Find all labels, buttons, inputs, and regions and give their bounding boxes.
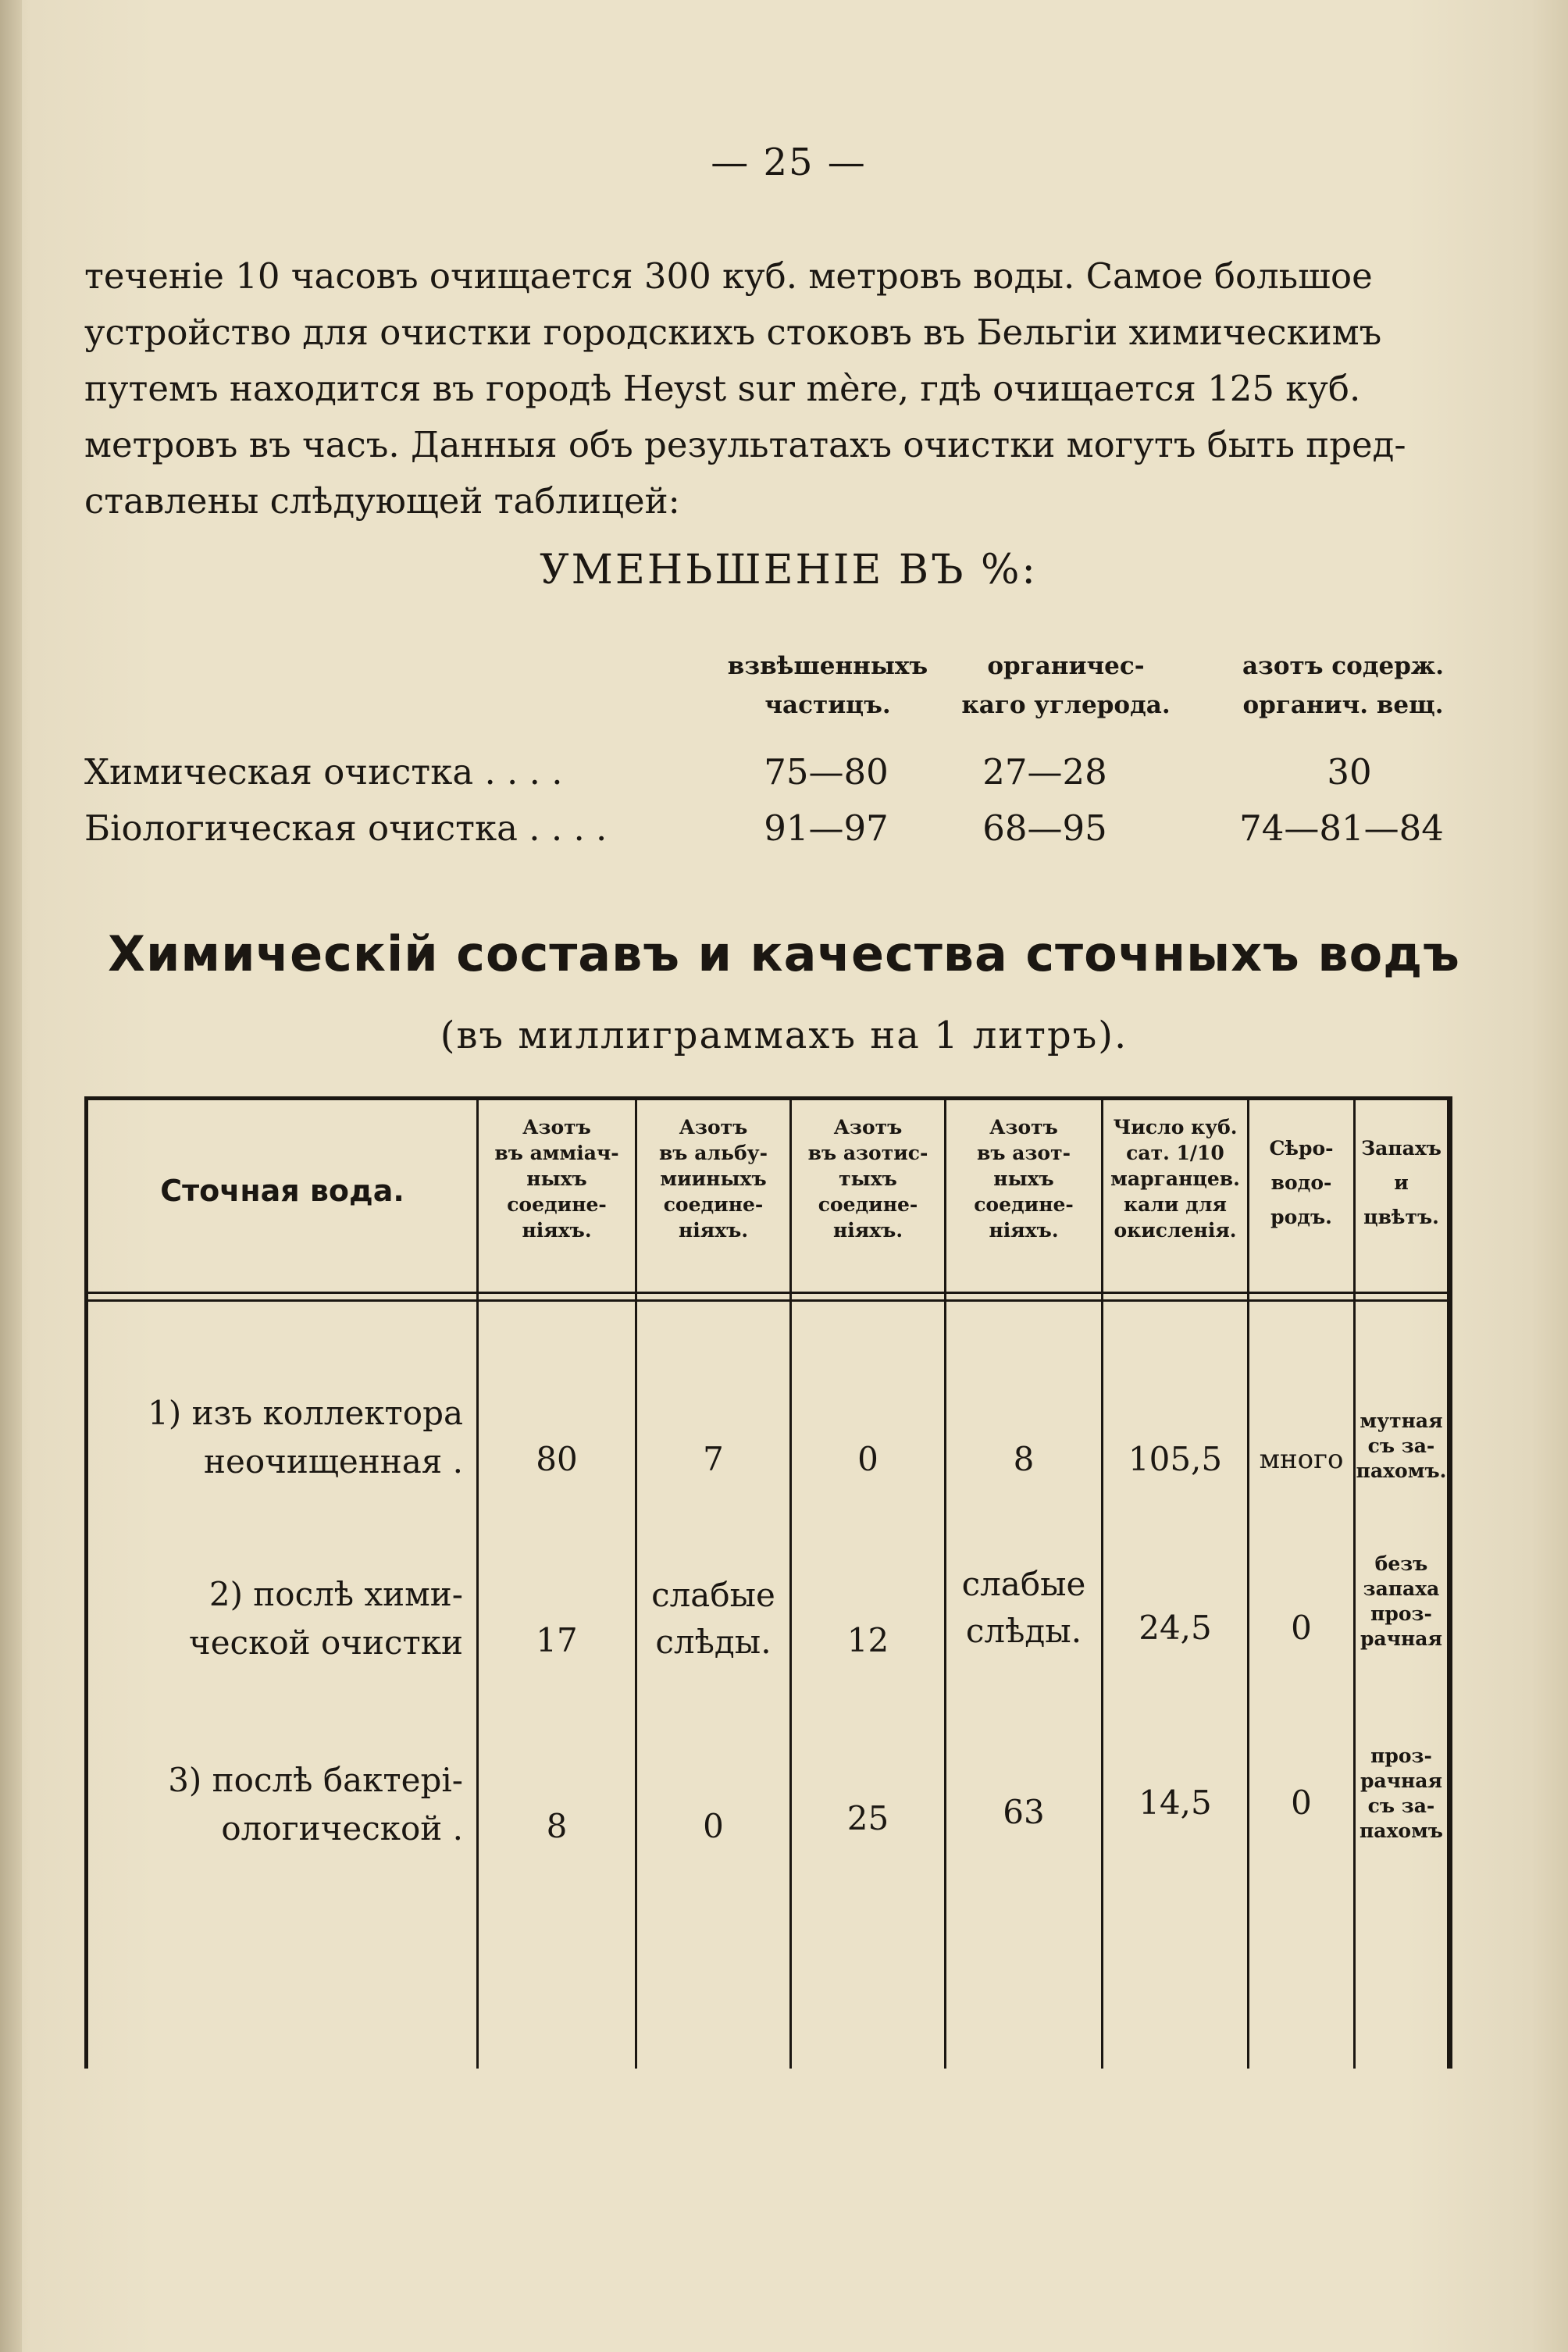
header-permanganate <box>1103 1114 1247 1243</box>
label-line: неочищенная . <box>203 1442 463 1481</box>
header-line: Сѣро- <box>1269 1137 1334 1160</box>
header-line: сат. 1/10 <box>1126 1142 1224 1164</box>
header-line: ніяхъ. <box>678 1219 749 1242</box>
header-line: соедине- <box>663 1193 764 1216</box>
cell-albumin: 7 <box>703 1440 724 1478</box>
reduction-title: УМЕНЬШЕНІЕ ВЪ %: <box>540 547 1038 593</box>
header-line: соедине- <box>818 1193 918 1216</box>
header-nitrite-nitrogen <box>792 1114 944 1243</box>
header-line: въ азот- <box>977 1142 1071 1164</box>
column-divider <box>1247 1100 1249 2069</box>
value-particles: 75—80 <box>764 751 889 793</box>
header-line: ніяхъ. <box>522 1219 592 1242</box>
cell-h2s: 0 <box>1291 1784 1312 1822</box>
header-line: Число куб. <box>1113 1116 1238 1139</box>
column-divider <box>1101 1100 1103 2069</box>
value-nitrogen: 74—81—84 <box>1239 807 1444 849</box>
label-line: 3) послѣ бактері- <box>168 1761 463 1799</box>
row-label: Химическая очистка . . . . <box>84 751 563 793</box>
smell-line: съ за- <box>1367 1794 1435 1817</box>
header-smell-color <box>1356 1131 1447 1235</box>
header-line: Азотъ <box>679 1116 748 1139</box>
header-line: Запахъ <box>1361 1137 1441 1160</box>
cell-ammonia: 8 <box>546 1807 568 1845</box>
smell-line: проз- <box>1370 1602 1432 1625</box>
paragraph-line: путемъ находится въ городѣ Heyst sur mère, гдѣ очищается 125 куб. <box>84 368 1361 409</box>
header-nitrate-nitrogen <box>946 1114 1101 1243</box>
paragraph-line: метровъ въ часъ. Данныя объ результатахъ очистки могутъ быть пред- <box>84 424 1406 465</box>
header-line: Азотъ <box>989 1116 1058 1139</box>
paragraph-line: ставлены слѣдующей таблицей: <box>84 480 680 522</box>
reduction-row-chemical <box>84 751 1459 806</box>
header-albumin-nitrogen <box>637 1114 789 1243</box>
header-line: Азотъ <box>522 1116 591 1139</box>
header-line: соедине- <box>974 1193 1074 1216</box>
cell-smell <box>1356 1409 1447 1484</box>
reduction-header-particles <box>687 647 968 725</box>
composition-table <box>84 1096 1452 2069</box>
header-ammonia-nitrogen <box>479 1114 635 1243</box>
label-line: ологической . <box>221 1809 463 1848</box>
label-line: 1) изъ коллектора <box>148 1394 463 1432</box>
cell-smell <box>1356 1552 1447 1652</box>
smell-line: мутная <box>1360 1409 1443 1432</box>
body-paragraph <box>84 248 1452 529</box>
cell-ammonia: 17 <box>536 1621 578 1659</box>
header-line: ніяхъ. <box>832 1219 903 1242</box>
header-line: водо- <box>1270 1171 1332 1194</box>
smell-line: пахомъ <box>1360 1819 1443 1842</box>
header-line: взвѣшенныхъ <box>727 652 928 680</box>
binding-fold <box>0 0 22 2352</box>
header-line: родъ. <box>1270 1206 1332 1228</box>
row-label: Біологическая очистка . . . . <box>84 807 608 849</box>
cell-albumin: 0 <box>703 1807 724 1845</box>
smell-line: безъ <box>1374 1552 1428 1575</box>
value-carbon: 68—95 <box>982 807 1107 849</box>
header-line: цвѣтъ. <box>1363 1206 1439 1228</box>
header-line: въ азотис- <box>807 1142 928 1164</box>
value-carbon: 27—28 <box>982 751 1107 793</box>
header-line: органич. вещ. <box>1242 691 1444 719</box>
header-rule <box>88 1299 1449 1302</box>
page-number: — 25 — <box>711 141 867 184</box>
cell-nitrate: 8 <box>1013 1440 1035 1478</box>
header-line: азотъ содерж. <box>1242 652 1445 680</box>
row-label-biological <box>41 1756 463 1853</box>
smell-line: пахомъ. <box>1356 1459 1447 1482</box>
column-divider <box>789 1100 792 2069</box>
header-line: ныхъ <box>526 1167 587 1190</box>
header-line: Азотъ <box>833 1116 903 1139</box>
header-sewage: Сточная вода. <box>160 1174 404 1208</box>
paragraph-line: теченіе 10 часовъ очищается 300 куб. метровъ воды. Самое большое <box>84 255 1373 297</box>
smell-line: запаха <box>1363 1577 1440 1600</box>
smell-line: рачная <box>1360 1627 1442 1650</box>
header-line: каго углерода. <box>961 691 1171 719</box>
row-label-raw <box>41 1389 463 1486</box>
cell-nitrate: 63 <box>1003 1793 1045 1831</box>
column-divider <box>476 1100 479 2069</box>
smell-line: съ за- <box>1367 1434 1435 1457</box>
composition-subtitle: (въ миллиграммахъ на 1 литръ). <box>440 1014 1128 1057</box>
header-line: соедине- <box>507 1193 607 1216</box>
column-divider <box>1447 1100 1449 2069</box>
smell-line: рачная <box>1360 1769 1442 1792</box>
smell-line: проз- <box>1370 1744 1432 1767</box>
header-line: окисленія. <box>1114 1219 1237 1242</box>
cell-permanganate: 24,5 <box>1139 1609 1212 1647</box>
reduction-row-biological <box>84 807 1459 862</box>
cell-nitrite: 25 <box>846 1799 889 1837</box>
cell-h2s: 0 <box>1291 1609 1312 1647</box>
cell-nitrite: 12 <box>846 1621 889 1659</box>
paragraph-line: устройство для очистки городскихъ стоковъ въ Бельгіи химическимъ <box>84 312 1382 353</box>
composition-title: Химическій составъ и качества сточныхъ водъ <box>108 925 1460 982</box>
reduction-header-nitrogen <box>1218 647 1468 725</box>
cell-albumin: слабые слѣды. <box>651 1576 775 1661</box>
row-label-chemical <box>41 1570 463 1667</box>
header-hydrogen-sulfide <box>1249 1131 1353 1235</box>
header-line: органичес- <box>987 652 1145 680</box>
cell-nitrite: 0 <box>857 1440 878 1478</box>
cell-permanganate: 14,5 <box>1139 1784 1212 1822</box>
header-line: частицъ. <box>764 691 891 719</box>
header-line: ныхъ <box>993 1167 1054 1190</box>
header-line: марганцев. <box>1110 1167 1240 1190</box>
header-line: ніяхъ. <box>989 1219 1059 1242</box>
label-line: ческой очистки <box>188 1623 463 1662</box>
cell-smell <box>1356 1744 1447 1844</box>
header-line: въ альбу- <box>658 1142 768 1164</box>
header-line: въ аммiач- <box>494 1142 619 1164</box>
header-line: и <box>1394 1171 1409 1194</box>
header-line: мииныхъ <box>660 1167 767 1190</box>
cell-nitrate: слабые слѣды. <box>961 1565 1086 1650</box>
header-line: тыхъ <box>839 1167 897 1190</box>
header-rule <box>88 1292 1449 1294</box>
cell-permanganate: 105,5 <box>1128 1440 1223 1478</box>
value-particles: 91—97 <box>764 807 889 849</box>
label-line: 2) послѣ хими- <box>208 1575 463 1613</box>
value-nitrogen: 30 <box>1327 751 1372 793</box>
header-line: кали для <box>1124 1193 1227 1216</box>
reduction-header-carbon <box>933 647 1199 725</box>
cell-ammonia: 80 <box>536 1440 578 1478</box>
cell-h2s: много <box>1259 1444 1344 1475</box>
